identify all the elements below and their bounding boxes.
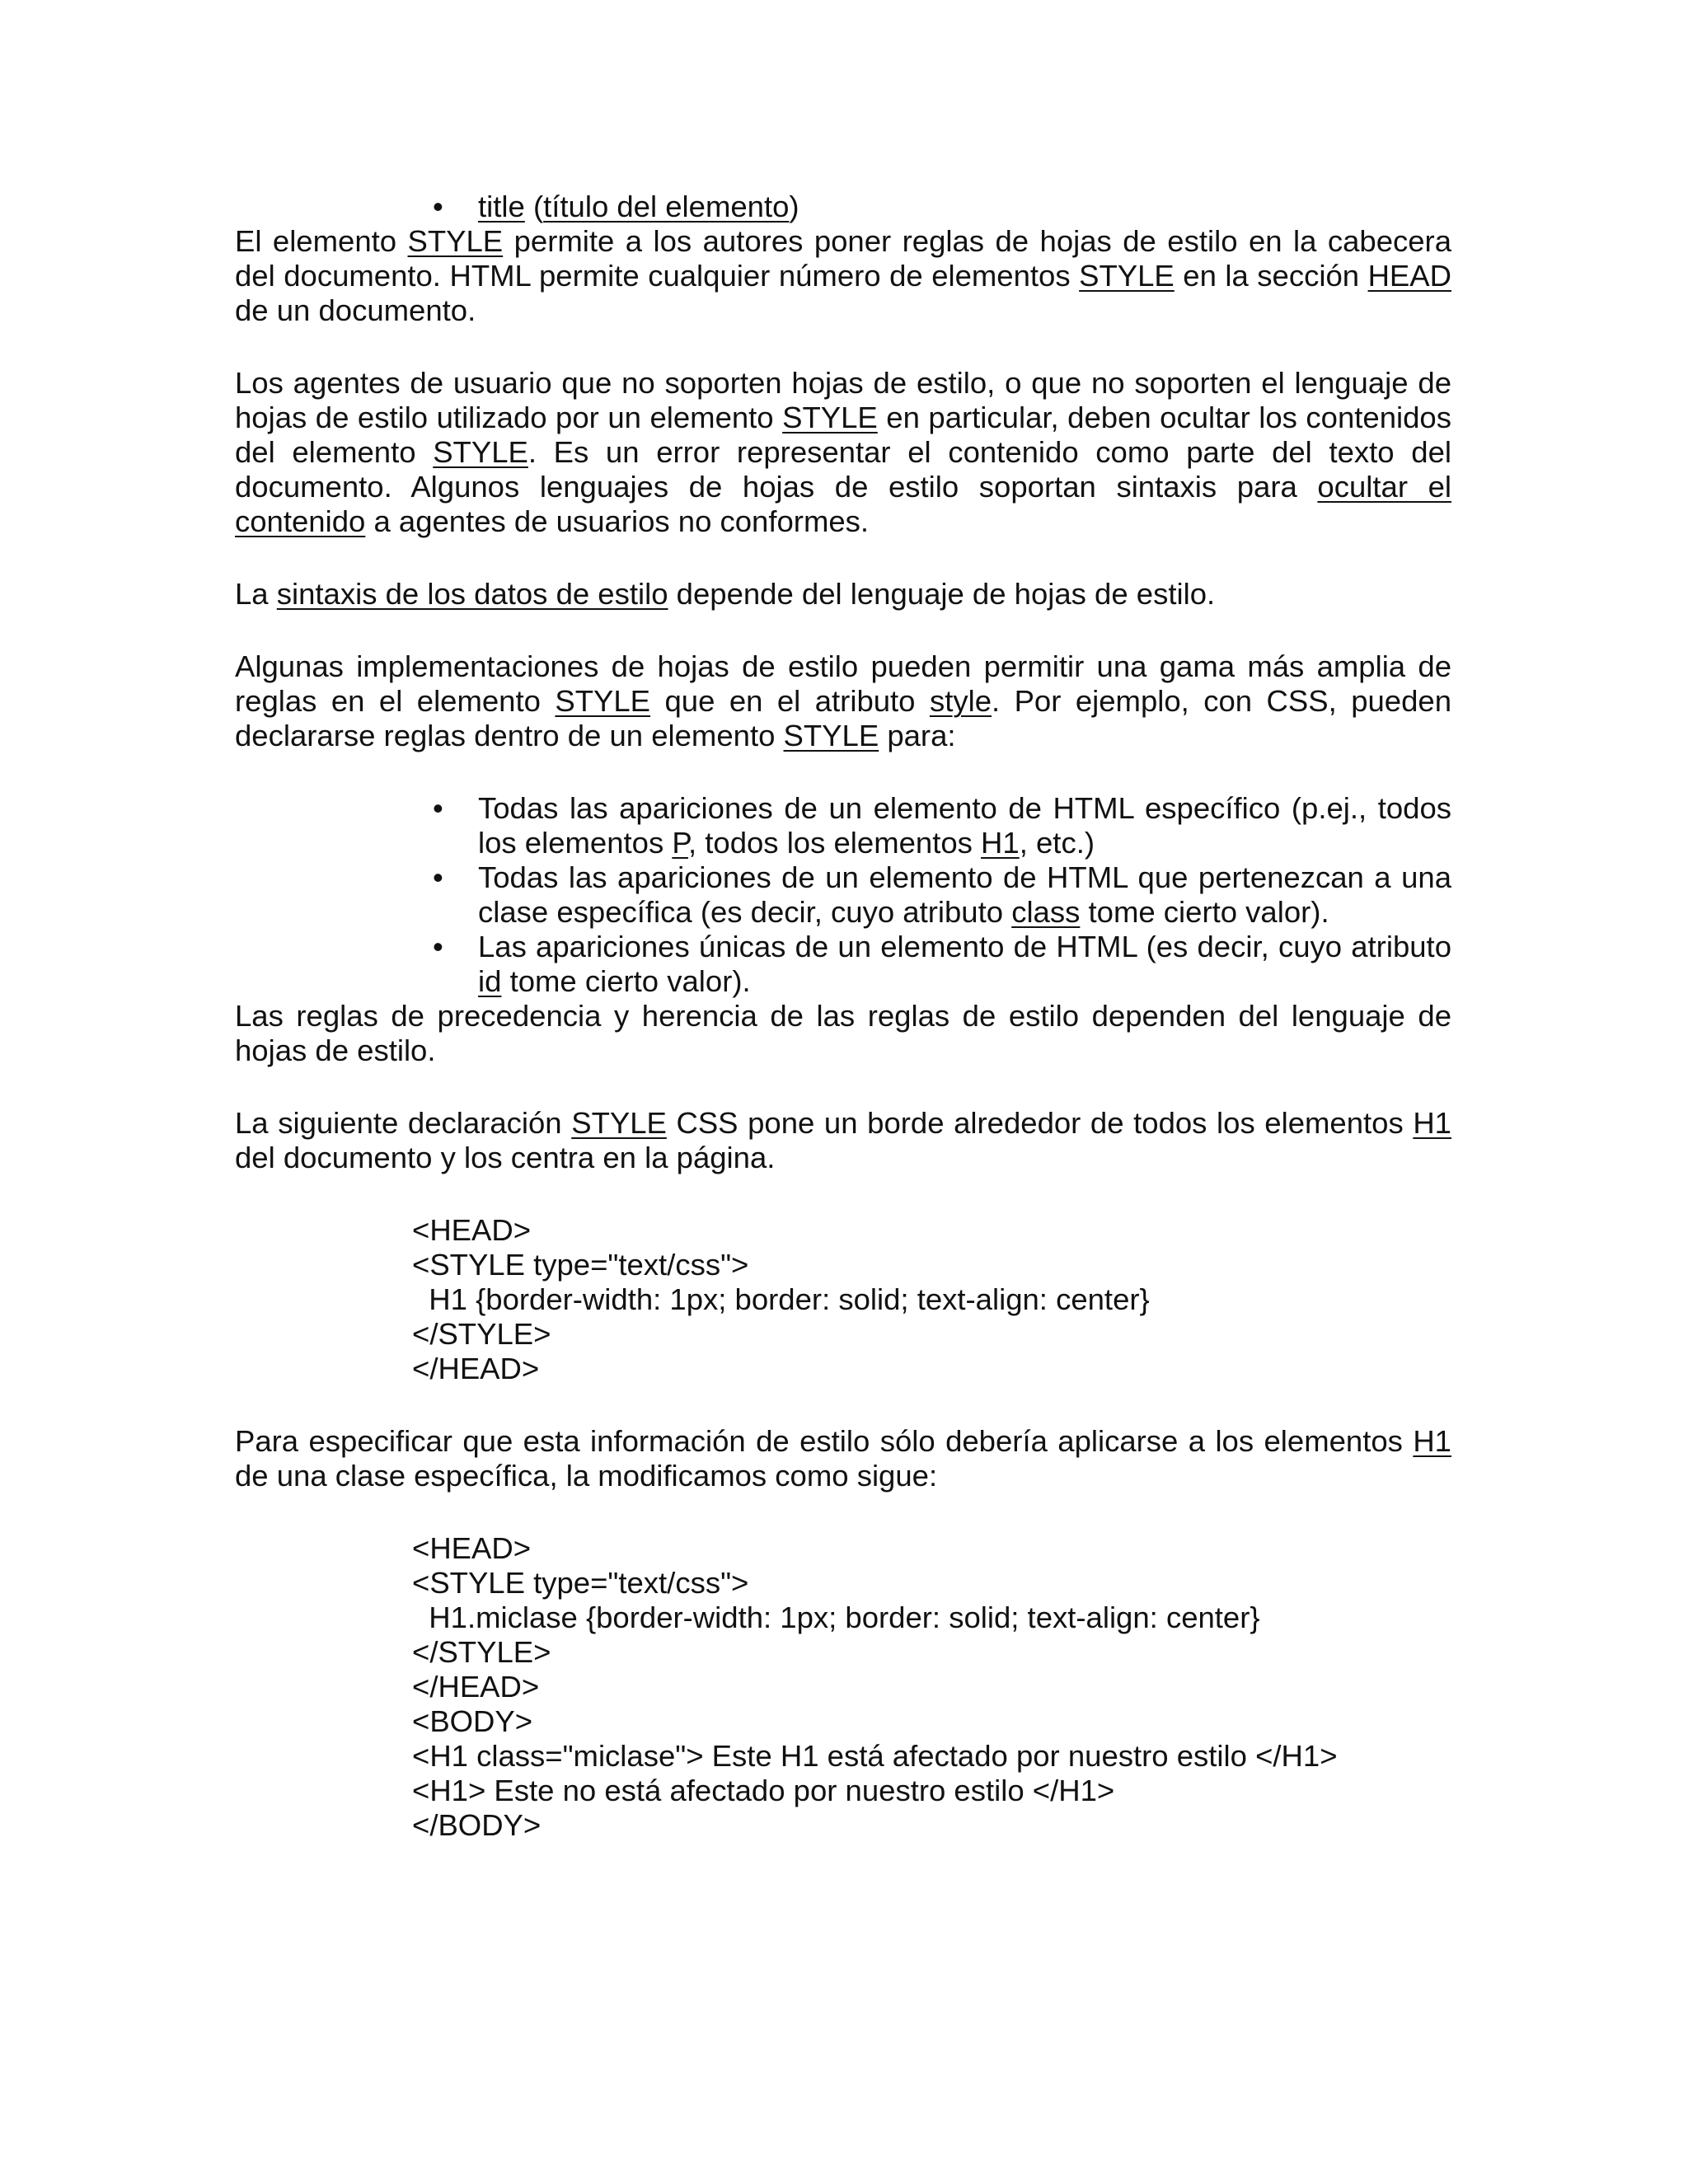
bullet-icon: • (433, 791, 443, 825)
code-block-1 (235, 1213, 1451, 1386)
link-style[interactable]: STYLE (1079, 259, 1175, 293)
rules-bullet-list (235, 791, 1451, 999)
bullet-icon: • (433, 860, 443, 894)
link-style[interactable]: STYLE (433, 435, 528, 469)
code-line: <STYLE type="text/css"> (412, 1566, 749, 1600)
link-style[interactable]: STYLE (571, 1106, 667, 1140)
list-item: • Las apariciones únicas de un elemento de HTML (es decir, cuyo atributo id tome cierto valor). (433, 930, 1451, 998)
list-item: • Todas las apariciones de un elemento de HTML específico (p.ej., todos los elementos P, todos los elementos H1, etc.) (433, 791, 1451, 860)
code-line: </BODY> (412, 1808, 542, 1842)
link-sintaxis-datos-estilo[interactable]: sintaxis de los datos de estilo (276, 577, 668, 611)
list-item: • title (título del elemento) (433, 190, 799, 223)
code-line: <H1> Este no está afectado por nuestro estilo </H1> (412, 1774, 1115, 1807)
list-item: • Todas las apariciones de un elemento de HTML que pertenezcan a una clase específica (es decir, cuyo atributo class tome cierto valor). (433, 860, 1451, 929)
link-id[interactable]: id (478, 964, 502, 998)
code-line: <BODY> (412, 1704, 533, 1738)
link-h1[interactable]: H1 (1413, 1424, 1451, 1458)
code-line: <HEAD> (412, 1213, 532, 1247)
link-head[interactable]: HEAD (1367, 259, 1451, 293)
bullet-icon: • (433, 930, 443, 963)
code-line: </HEAD> (412, 1670, 540, 1704)
top-bullet-list (235, 190, 1451, 224)
link-style[interactable]: STYLE (782, 401, 878, 434)
link-ocultar-el-contenido[interactable]: ocultar el contenido (235, 470, 1451, 538)
link-titulo-del-elemento[interactable]: título del elemento (543, 190, 790, 223)
link-style[interactable]: STYLE (555, 684, 651, 718)
link-style[interactable]: STYLE (407, 224, 504, 258)
paragraph-implementations: Algunas implementaciones de hojas de estilo pueden permitir una gama más amplia de reglas en el elemento STYLE que en el atributo style. Por ejemplo, con CSS, pueden declararse reglas dentro de un elemento STYLE para: (235, 649, 1451, 752)
code-line: H1.miclase {border-width: 1px; border: solid; text-align: center} (412, 1601, 1260, 1634)
link-style-attribute[interactable]: style (929, 684, 992, 718)
link-h1[interactable]: H1 (981, 826, 1020, 860)
paragraph-declaration: La siguiente declaración STYLE CSS pone un borde alrededor de todos los elementos H1 del documento y los centra en la página. (235, 1106, 1451, 1174)
code-block-2 (235, 1531, 1451, 1843)
bullet-icon: • (433, 190, 443, 223)
link-style[interactable]: STYLE (783, 719, 879, 752)
code-line: </STYLE> (412, 1317, 551, 1351)
link-class[interactable]: class (1011, 895, 1081, 929)
code-line: <HEAD> (412, 1531, 532, 1565)
paragraph-style-element: El elemento STYLE permite a los autores poner reglas de hojas de estilo en la cabecera del documento. HTML permite cualquier número de elementos STYLE en la sección HEAD de un documento. (235, 224, 1451, 327)
paragraph-precedence: Las reglas de precedencia y herencia de las reglas de estilo dependen del lenguaje de hojas de estilo. (235, 999, 1451, 1067)
document-content (235, 190, 1451, 1881)
code-line: <H1 class="miclase"> Este H1 está afectado por nuestro estilo </H1> (412, 1739, 1338, 1773)
code-line: <STYLE type="text/css"> (412, 1248, 749, 1282)
paragraph-specific-class: Para especificar que esta información de estilo sólo debería aplicarse a los elementos H1 de una clase específica, la modificamos como sigue: (235, 1424, 1451, 1493)
link-h1[interactable]: H1 (1413, 1106, 1451, 1140)
code-line: H1 {border-width: 1px; border: solid; text-align: center} (412, 1282, 1150, 1316)
paragraph-user-agents: Los agentes de usuario que no soporten hojas de estilo, o que no soporten el lenguaje de hojas de estilo utilizado por un elemento STYLE en particular, deben ocultar los contenidos del elemento STYLE. Es un error representar el contenido como parte del texto del documento. Algunos lenguajes de hojas de estilo soportan sintaxis para ocultar el contenido a agentes de usuarios no conformes. (235, 366, 1451, 538)
paragraph-syntax: La sintaxis de los datos de estilo depende del lenguaje de hojas de estilo. (235, 577, 1216, 611)
link-title[interactable]: title (478, 190, 525, 223)
code-line: </STYLE> (412, 1635, 551, 1669)
code-line: </HEAD> (412, 1352, 540, 1385)
link-p[interactable]: P (672, 826, 688, 860)
